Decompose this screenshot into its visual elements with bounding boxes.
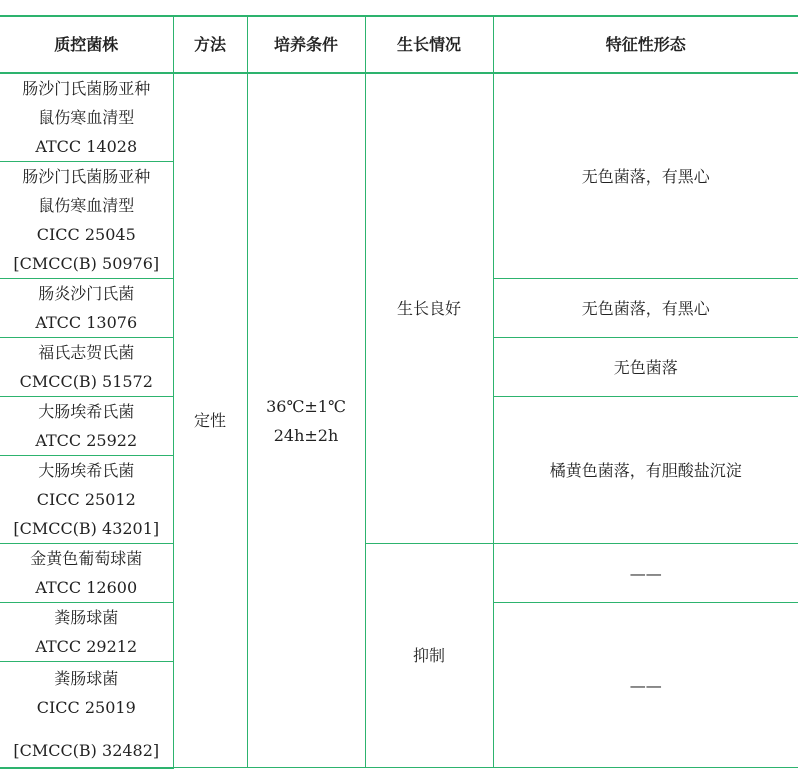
feature-cell: —— bbox=[493, 603, 798, 768]
feature-cell: 橘黄色菌落，有胆酸盐沉淀 bbox=[493, 397, 798, 544]
growth-cell-good: 生长良好 bbox=[365, 73, 493, 544]
growth-cell-inhibited: 抑制 bbox=[365, 544, 493, 768]
strain-name: 金黄色葡萄球菌 bbox=[30, 549, 143, 568]
strain-cell bbox=[0, 544, 173, 603]
strain-code: ATCC 25922 bbox=[35, 431, 138, 450]
strain-code: ATCC 29212 bbox=[35, 637, 138, 656]
header-conditions: 培养条件 bbox=[247, 16, 365, 73]
strain-code: CICC 25012 bbox=[36, 490, 136, 509]
feature-cell: 无色菌落 bbox=[493, 338, 798, 397]
strain-cell bbox=[0, 338, 173, 397]
header-method: 方法 bbox=[173, 16, 247, 73]
strain-cell bbox=[0, 456, 173, 544]
strain-name: 大肠埃希氏菌 bbox=[38, 402, 135, 421]
table-row bbox=[0, 73, 798, 162]
strain-name: 肠沙门氏菌肠亚种 bbox=[22, 79, 151, 98]
feature-cell: —— bbox=[493, 544, 798, 603]
conditions-cell bbox=[247, 73, 365, 768]
method-cell: 定性 bbox=[173, 73, 247, 768]
strain-cell bbox=[0, 603, 173, 662]
strain-code: ATCC 12600 bbox=[35, 578, 138, 597]
strain-name: 福氏志贺氏菌 bbox=[38, 343, 135, 362]
strain-name: 大肠埃希氏菌 bbox=[38, 461, 135, 480]
temperature-condition: 36℃±1℃ bbox=[266, 396, 346, 416]
strain-name: 肠炎沙门氏菌 bbox=[38, 284, 135, 303]
strain-name: 粪肠球菌 bbox=[54, 668, 119, 688]
header-features: 特征性形态 bbox=[493, 16, 798, 73]
strain-cell bbox=[0, 279, 173, 338]
strain-code: ATCC 13076 bbox=[35, 313, 138, 332]
strain-cell bbox=[0, 73, 173, 162]
strain-code: CICC 25045 bbox=[36, 225, 136, 244]
strain-name: 肠沙门氏菌肠亚种 bbox=[22, 167, 151, 186]
time-condition: 24h±2h bbox=[273, 425, 339, 445]
quality-control-table bbox=[0, 15, 798, 769]
strain-cell bbox=[0, 397, 173, 456]
strain-serotype: 鼠伤寒血清型 bbox=[38, 196, 135, 215]
strain-code: ATCC 14028 bbox=[35, 137, 138, 156]
strain-cell bbox=[0, 662, 173, 768]
strain-code: CICC 25019 bbox=[36, 697, 136, 717]
header-growth: 生长情况 bbox=[365, 16, 493, 73]
strain-code-alt: [CMCC(B) 32482] bbox=[13, 740, 160, 760]
strain-serotype: 鼠伤寒血清型 bbox=[38, 108, 135, 127]
table-header-row bbox=[0, 16, 798, 73]
strain-code-alt: [CMCC(B) 43201] bbox=[13, 519, 160, 538]
feature-cell: 无色菌落，有黑心 bbox=[493, 279, 798, 338]
strain-cell bbox=[0, 162, 173, 279]
feature-cell: 无色菌落，有黑心 bbox=[493, 73, 798, 279]
strain-code-alt: [CMCC(B) 50976] bbox=[13, 254, 160, 273]
strain-code: CMCC(B) 51572 bbox=[19, 372, 153, 391]
header-strain: 质控菌株 bbox=[0, 16, 173, 73]
strain-name: 粪肠球菌 bbox=[54, 608, 119, 627]
table-row bbox=[0, 544, 798, 603]
